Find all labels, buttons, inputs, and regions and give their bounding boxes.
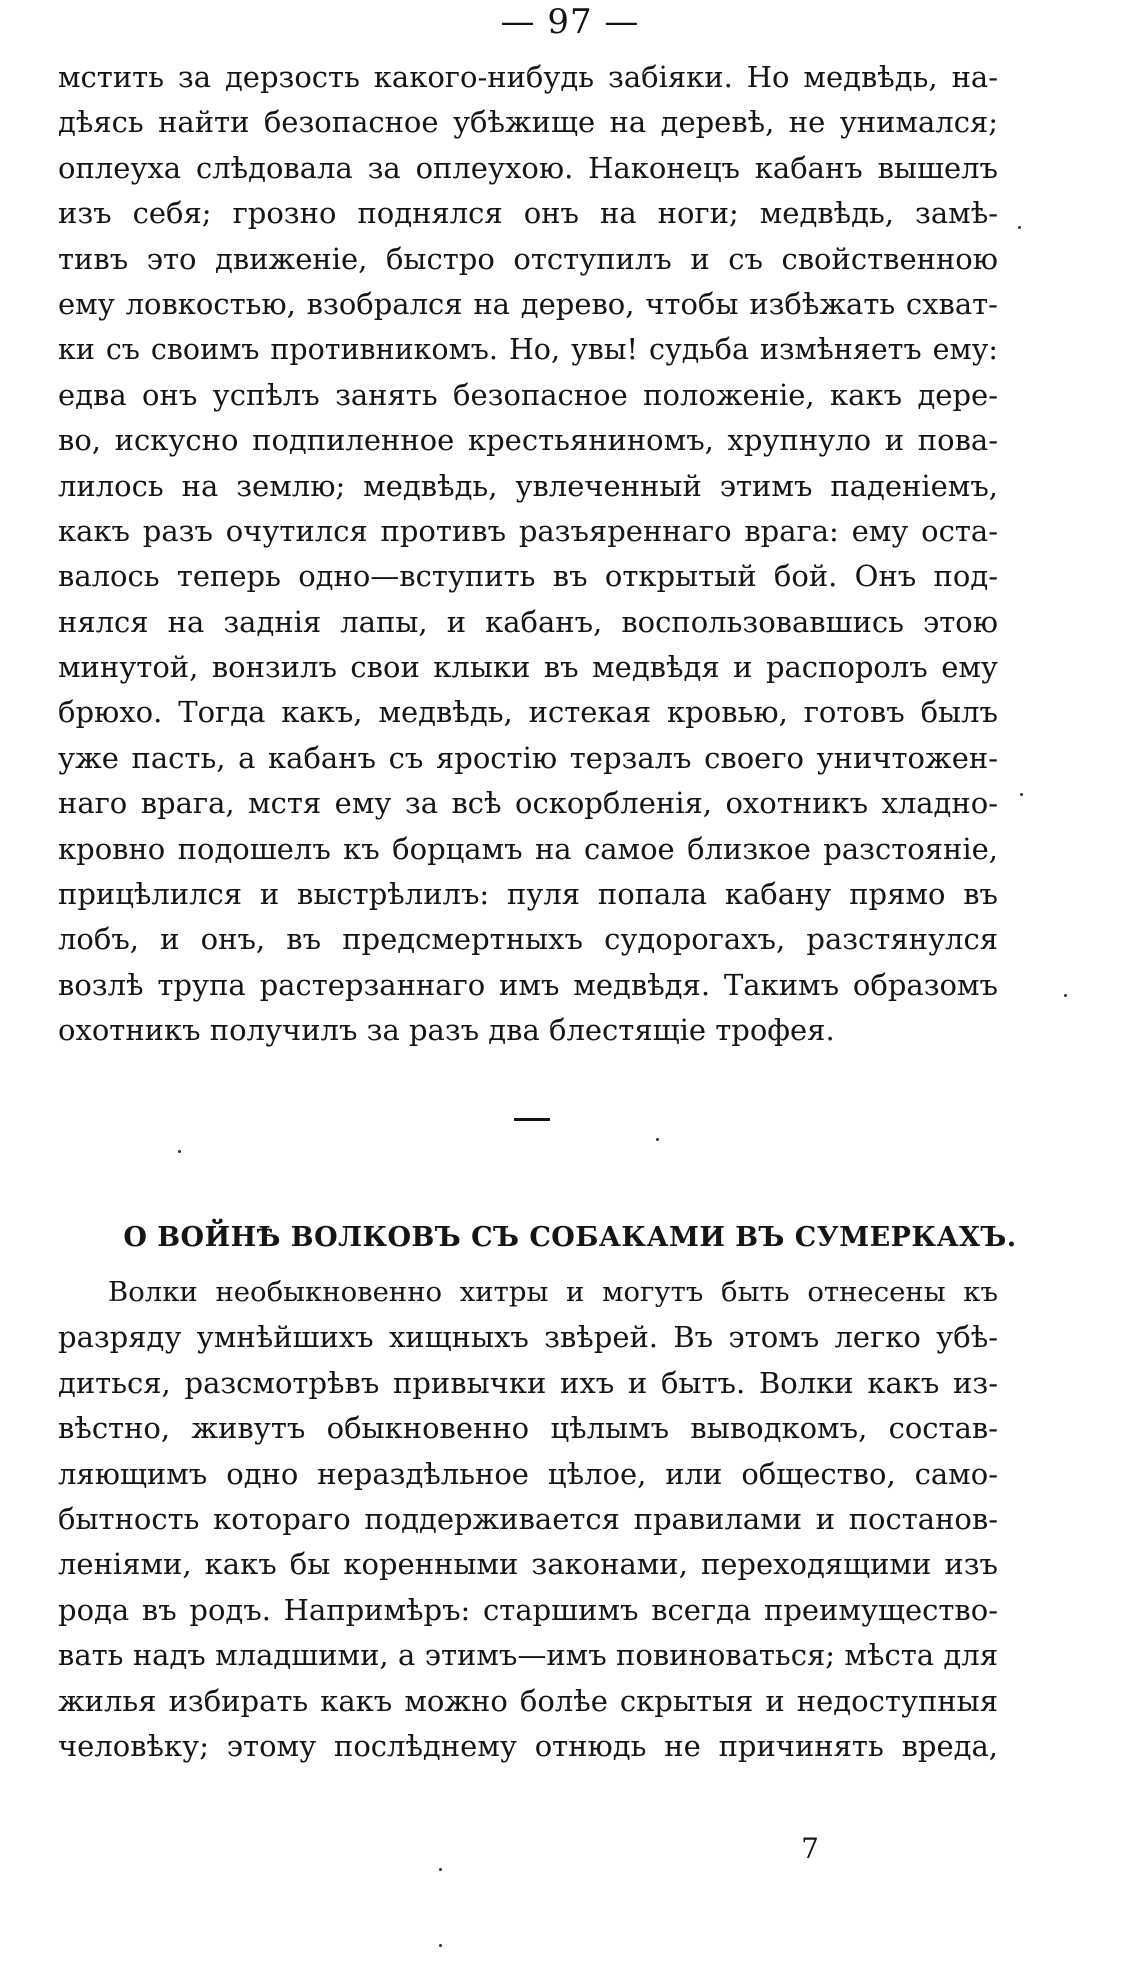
- print-speck: [178, 1150, 181, 1153]
- text-line: рода въ родъ. Напримѣръ: старшимъ всегда преимуществo-: [58, 1592, 998, 1627]
- text-line: во, искусно подпиленное крестьяниномъ, хрупнуло и пова-: [58, 423, 998, 458]
- text-line: лобъ, и онъ, въ предсмертныхъ судорогахъ, разстянулся: [58, 922, 998, 957]
- text-line: минутой, вонзилъ свои клыки въ медвѣдя и распоролъ ему: [58, 650, 998, 685]
- section-title: О ВОЙНѢ ВОЛКОВЪ СЪ СОБАКАМИ ВЪ СУМЕРКАХЪ.: [123, 1222, 1017, 1253]
- section-separator: [514, 1118, 550, 1121]
- text-line: изъ себя; грозно поднялся онъ на ноги; медвѣдь, замѣ-: [58, 196, 998, 231]
- print-speck: [656, 1138, 659, 1141]
- text-line: бытность котораго поддерживается правилами и постанов-: [58, 1501, 998, 1536]
- text-line: диться, разсмотрѣвъ привычки ихъ и бытъ. Волки какъ из-: [58, 1365, 998, 1400]
- print-speck: [1020, 793, 1023, 796]
- paragraph-wolves: [58, 1270, 998, 1769]
- text-line: тивъ это движеніе, быстро отступилъ и съ свойственною: [58, 241, 998, 276]
- text-line: какъ разъ очутился противъ разъяреннаго врага: ему оста-: [58, 513, 998, 548]
- text-line: лилось на землю; медвѣдь, увлеченный этимъ паденіемъ,: [58, 468, 998, 503]
- print-speck: [439, 1944, 442, 1947]
- text-line: едва онъ успѣлъ занять безопасное положеніе, какъ дере-: [58, 377, 998, 412]
- print-speck: [439, 1868, 442, 1871]
- text-line: брюхо. Тогда какъ, медвѣдь, истекая кровью, готовъ былъ: [58, 695, 998, 730]
- text-line: наго врага, мстя ему за всѣ оскорбленія, охотникъ хладно-: [58, 786, 998, 821]
- print-speck: [1018, 226, 1021, 229]
- text-line: мстить за дерзость какого-нибудь забіяки. Но медвѣдь, на-: [58, 60, 998, 94]
- text-line: прицѣлился и выстрѣлилъ: пуля попала кабану прямо въ: [58, 877, 998, 912]
- text-line: возлѣ трупа растерзаннаго имъ медвѣдя. Такимъ образомъ: [58, 967, 998, 1002]
- text-line: охотникъ получилъ за разъ два блестящіе трофея.: [58, 1013, 835, 1048]
- text-line: жилья избирать какъ можно болѣе скрытыя и недоступныя: [58, 1683, 998, 1718]
- text-line: ему ловкостью, взобрался на дерево, чтобы избѣжать схват-: [58, 286, 998, 321]
- text-line: ляющимъ одно нераздѣльное цѣлое, или общество, само-: [58, 1456, 998, 1491]
- text-line: уже пасть, а кабанъ съ яростію терзалъ своего уничтожен-: [58, 740, 998, 775]
- print-speck: [1064, 994, 1067, 997]
- text-line: нялся на заднія лапы, и кабанъ, воспользовавшись этою: [58, 604, 998, 639]
- text-line: валось теперь одно—вступить въ открытый бой. Онъ под-: [58, 559, 998, 594]
- text-line: кровно подошелъ къ борцамъ на самое близкое разстояніе,: [58, 831, 998, 866]
- text-line: вать надъ младшими, а этимъ—имъ повиноваться; мѣста для: [58, 1638, 998, 1673]
- text-line: вѣстно, живутъ обыкновенно цѣлымъ выводкомъ, состав-: [58, 1411, 998, 1446]
- paragraph-bear-boar: [58, 55, 998, 1054]
- text-line: разряду умнѣйшихъ хищныхъ звѣрей. Въ этомъ легко убѣ-: [58, 1320, 998, 1355]
- text-line: дѣясь найти безопасное убѣжище на деревѣ, не унимался;: [58, 105, 998, 140]
- page-number: — 97 —: [500, 2, 640, 42]
- text-line: оплеуха слѣдовала за оплеухою. Наконецъ кабанъ вышелъ: [58, 150, 998, 185]
- text-line: ки съ своимъ противникомъ. Но, увы! судьба измѣняетъ ему:: [58, 333, 998, 367]
- text-line: человѣку; этому послѣднему отнюдь не причинять вреда,: [58, 1728, 998, 1763]
- text-line: леніями, какъ бы коренными законами, переходящими изъ: [58, 1547, 998, 1582]
- signature-mark: 7: [801, 1832, 819, 1865]
- text-line: Волки необыкновенно хитры и могутъ быть отнесены къ: [108, 1276, 998, 1308]
